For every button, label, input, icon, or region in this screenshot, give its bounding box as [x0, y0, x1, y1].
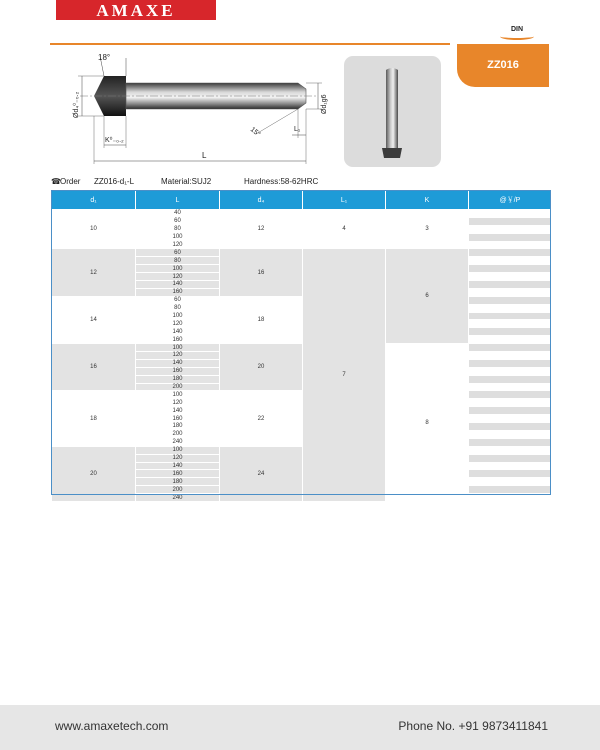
cell-k: 3 — [386, 210, 469, 249]
cell-length: 140 — [136, 328, 220, 336]
cell-price — [469, 367, 552, 375]
cell-length: 160 — [136, 470, 220, 478]
header-k: K — [386, 191, 469, 210]
cell-length: 160 — [136, 367, 220, 375]
cell-price — [469, 210, 552, 218]
cell-d4: 20 — [220, 344, 303, 391]
k-label: K⁰₋₀.₂ — [105, 137, 124, 144]
l1-label: L₁ — [294, 126, 301, 133]
cell-length: 120 — [136, 273, 220, 281]
cell-price — [469, 352, 552, 360]
standard-badge: DIN — [510, 26, 524, 33]
table-row — [52, 210, 552, 218]
cell-length: 160 — [136, 288, 220, 296]
cell-price — [469, 288, 552, 296]
cell-length: 140 — [136, 462, 220, 470]
cell-price — [469, 359, 552, 367]
table-row — [52, 249, 552, 257]
cell-price — [469, 296, 552, 304]
cell-price — [469, 407, 552, 415]
cell-length: 200 — [136, 383, 220, 391]
cell-d4: 18 — [220, 296, 303, 343]
table-header-row — [52, 191, 552, 210]
spec-table — [51, 190, 552, 502]
cell-length: 200 — [136, 430, 220, 438]
material: Material:SUJ2 — [161, 177, 212, 186]
cell-price — [469, 257, 552, 265]
cell-length: 80 — [136, 257, 220, 265]
cell-length: 180 — [136, 375, 220, 383]
cell-length: 120 — [136, 352, 220, 360]
cell-length: 120 — [136, 320, 220, 328]
cell-d4: 16 — [220, 249, 303, 296]
cell-price — [469, 415, 552, 423]
hardness: Hardness:58-62HRC — [244, 177, 319, 186]
footer — [0, 705, 600, 750]
cell-length: 200 — [136, 486, 220, 494]
phone-icon: ☎ — [51, 177, 61, 186]
cell-l1: 7 — [303, 249, 386, 502]
cell-price — [469, 494, 552, 502]
table-row — [52, 446, 552, 454]
cell-price — [469, 470, 552, 478]
cell-d1: 16 — [52, 344, 136, 391]
cell-price — [469, 273, 552, 281]
cell-d4: 12 — [220, 210, 303, 249]
brand-logo: AMAXE — [56, 0, 216, 20]
header-price: @￥/P — [469, 191, 552, 210]
cell-price — [469, 225, 552, 233]
footer-phone: Phone No. +91 9873411841 — [398, 719, 548, 733]
cell-d4: 24 — [220, 446, 303, 501]
cell-length: 100 — [136, 446, 220, 454]
cell-length: 240 — [136, 438, 220, 446]
table-body — [52, 210, 552, 502]
cell-price — [469, 478, 552, 486]
order-code: ZZ016-d₁-L — [94, 177, 135, 186]
angle-top-label: 18° — [98, 53, 111, 62]
cell-price — [469, 399, 552, 407]
cell-price — [469, 423, 552, 431]
cell-d1: 18 — [52, 391, 136, 446]
pin-photo-graphic — [344, 56, 441, 167]
cell-length: 140 — [136, 281, 220, 289]
cell-price — [469, 430, 552, 438]
cell-length: 100 — [136, 312, 220, 320]
cell-length: 80 — [136, 225, 220, 233]
cell-price — [469, 328, 552, 336]
l-label: L — [202, 151, 207, 160]
header-d1: d₁ — [52, 191, 136, 210]
table-row — [52, 391, 552, 399]
cell-price — [469, 438, 552, 446]
cell-length: 120 — [136, 454, 220, 462]
cell-price — [469, 391, 552, 399]
product-photo — [344, 56, 441, 167]
cell-price — [469, 454, 552, 462]
cell-length: 100 — [136, 391, 220, 399]
cell-d1: 10 — [52, 210, 136, 249]
cell-price — [469, 304, 552, 312]
cell-price — [469, 336, 552, 344]
table-row — [52, 296, 552, 304]
order-info — [51, 177, 551, 189]
cell-k: 8 — [386, 344, 469, 502]
cell-price — [469, 249, 552, 257]
cell-length: 40 — [136, 210, 220, 218]
header-rule — [50, 43, 450, 45]
cell-length: 100 — [136, 233, 220, 241]
cell-price — [469, 312, 552, 320]
cell-length: 120 — [136, 241, 220, 249]
cell-price — [469, 446, 552, 454]
cell-length: 160 — [136, 415, 220, 423]
cell-d4: 22 — [220, 391, 303, 446]
cell-price — [469, 383, 552, 391]
header-l: L — [136, 191, 220, 210]
technical-drawing — [60, 46, 340, 172]
cell-price — [469, 320, 552, 328]
cell-length: 140 — [136, 359, 220, 367]
cell-d1: 14 — [52, 296, 136, 343]
cell-length: 60 — [136, 217, 220, 225]
cell-length: 120 — [136, 399, 220, 407]
cell-price — [469, 241, 552, 249]
cell-k: 6 — [386, 249, 469, 344]
cell-length: 160 — [136, 336, 220, 344]
cell-length: 180 — [136, 423, 220, 431]
cell-length: 80 — [136, 304, 220, 312]
footer-url[interactable]: www.amaxetech.com — [55, 719, 169, 733]
top-bar — [0, 0, 600, 20]
cell-length: 180 — [136, 478, 220, 486]
d4-label: Ød₄⁰₋₀.₂ — [73, 91, 80, 118]
angle-bottom-label: 15° — [248, 126, 262, 139]
cell-price — [469, 344, 552, 352]
product-code-tab: ZZ016 — [457, 44, 549, 87]
cell-length: 60 — [136, 296, 220, 304]
cell-price — [469, 217, 552, 225]
cell-d1: 20 — [52, 446, 136, 501]
table-row — [52, 344, 552, 352]
order-label: Order — [60, 177, 81, 186]
cell-price — [469, 233, 552, 241]
cell-price — [469, 281, 552, 289]
cell-length: 60 — [136, 249, 220, 257]
cell-price — [469, 462, 552, 470]
d1-label: Ød₁g6 — [321, 94, 328, 114]
cell-length: 100 — [136, 344, 220, 352]
badge-swoosh — [500, 33, 534, 40]
cell-d1: 12 — [52, 249, 136, 296]
cell-length: 140 — [136, 407, 220, 415]
cell-price — [469, 486, 552, 494]
header-l1: L₁ — [303, 191, 386, 210]
header-d4: d₄ — [220, 191, 303, 210]
cell-l1: 4 — [303, 210, 386, 249]
cell-length: 100 — [136, 265, 220, 273]
cell-price — [469, 265, 552, 273]
cell-length: 240 — [136, 494, 220, 502]
cell-price — [469, 375, 552, 383]
